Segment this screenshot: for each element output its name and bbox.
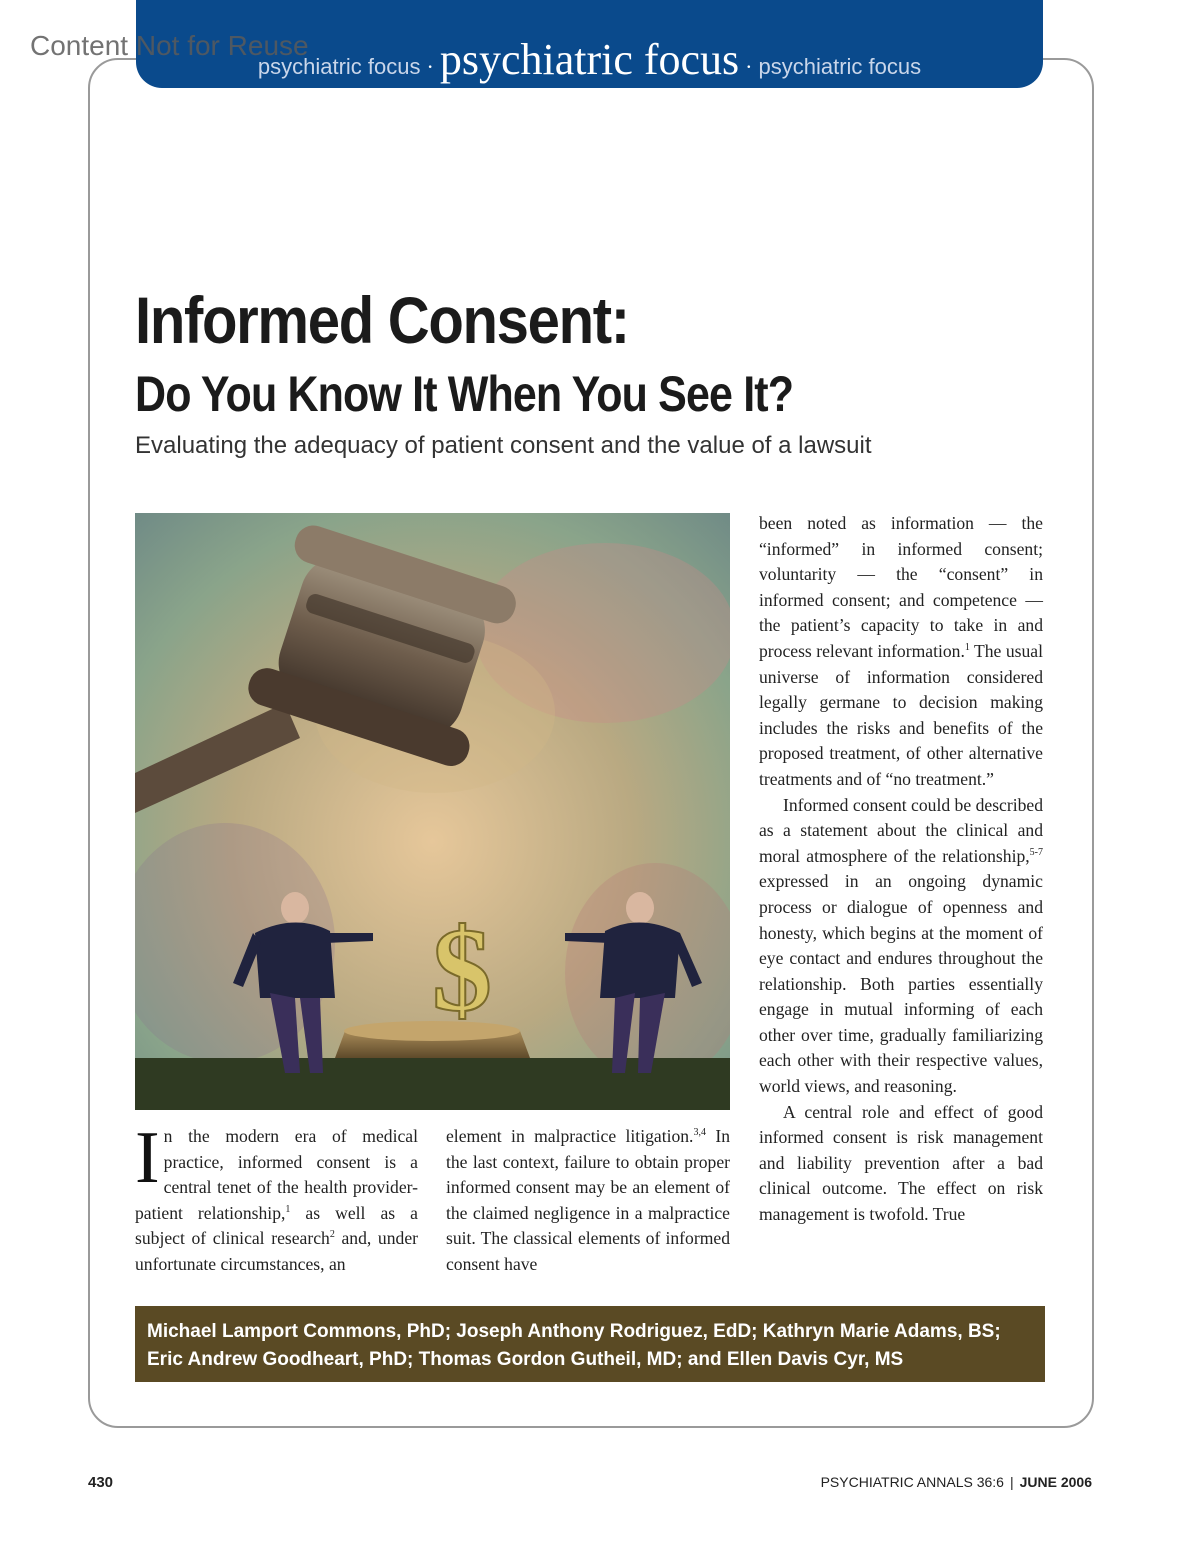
journal-name: PSYCHIATRIC ANNALS 36:6 [820, 1474, 1004, 1490]
citation-ref: 1 [964, 642, 970, 654]
citation-ref: 2 [329, 1229, 335, 1241]
article-deck: Evaluating the adequacy of patient consent and the value of a lawsuit [135, 432, 872, 459]
authors-line-2: Eric Andrew Goodheart, PhD; Thomas Gordon Gutheil, MD; and Ellen Davis Cyr, MS [147, 1349, 904, 1370]
col3-paragraph-3: A central role and effect of good informed consent is risk management and liability prevention after a bad clinical outcome. The effect on risk management is twofold. True [759, 1101, 1043, 1225]
col2-text: element in malpractice litigation. [446, 1126, 694, 1146]
citation-ref: 5-7 [1029, 846, 1043, 858]
watermark: Content Not for Reuse [30, 30, 309, 61]
col3-paragraph-1 [759, 511, 1043, 793]
banner-left-label: psychiatric focus [257, 54, 421, 79]
body-column-1 [135, 1117, 418, 1278]
issue-date: JUNE 2006 [1019, 1474, 1092, 1490]
journal-footer [821, 1474, 1092, 1490]
banner-dot-right: · [745, 54, 753, 79]
col1-text-3: and, under unfortunate circumstances, an [135, 1228, 418, 1274]
svg-text:$: $ [432, 903, 492, 1036]
banner-dot-left: · [426, 54, 434, 79]
authors-line-1: Michael Lamport Commons, PhD; Joseph Anthony Rodriguez, EdD; Kathryn Marie Adams, BS; [147, 1321, 1001, 1342]
drop-cap: I [135, 1117, 160, 1199]
gavel-illustration [135, 513, 730, 1110]
article-title: Informed Consent: [135, 283, 629, 357]
col1-text: n the modern era of medical practice, informed consent is a central tenet of the health provider-patient relationship, [135, 1126, 418, 1223]
banner-right-label: psychiatric focus [758, 54, 922, 79]
page-number: 430 [88, 1474, 114, 1491]
body-column-3 [759, 511, 1043, 1228]
author-bar [135, 1306, 1045, 1382]
article-subtitle: Do You Know It When You See It? [135, 366, 794, 422]
col3-p2-text: Informed consent could be described as a statement about the clinical and moral atmosphere of the relationship, [759, 794, 1043, 866]
col3-paragraph-2 [759, 793, 1043, 1100]
col3-p1-text: been noted as information — the “informed” in informed consent; voluntarity — the “consent” in informed consent; and competence — the patient’s capacity to take in and process relevant information. [759, 513, 1043, 661]
citation-ref: 1 [285, 1203, 291, 1215]
footer-separator: | [1009, 1474, 1014, 1490]
col2-text-2: In the last context, failure to obtain proper informed consent may be an element of the claimed negligence in a malpractice suit. The classical elements of informed consent have [446, 1126, 730, 1274]
body-column-2 [446, 1124, 730, 1278]
col3-p1-text-2: The usual universe of information considered legally germane to decision making includes the risks and benefits of the proposed treatment, of other alternative treatments and of “no treatment.” [759, 640, 1043, 789]
col3-p2-text-2: expressed in an ongoing dynamic process or dialogue of openness and honesty, which begins at the moment of eye contact and endures throughout the relationship. Both parties essentially engage in mutual informing of each other over time, gradually familiarizing each other with their respective values, world views, and reasoning. [759, 871, 1043, 1097]
col1-text-2: as well as a subject of clinical research [135, 1202, 418, 1249]
citation-ref: 3,4 [693, 1127, 706, 1139]
banner-main-label: psychiatric focus [439, 35, 740, 84]
